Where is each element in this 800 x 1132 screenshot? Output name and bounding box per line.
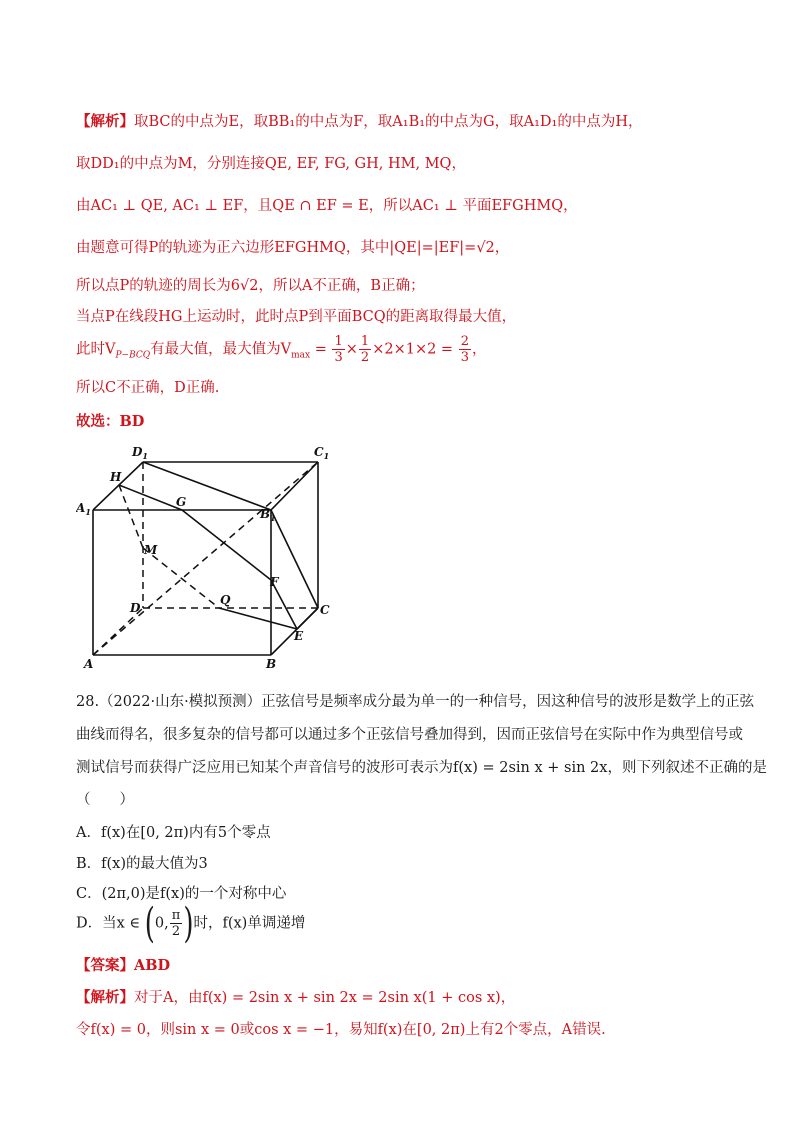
solution1-line-6 — [76, 305, 516, 326]
solution1-line-2 — [76, 152, 466, 173]
fraction-two-thirds: $\frac{2}{3}$ — [460, 334, 469, 365]
solution2-line-2 — [76, 1018, 606, 1039]
label-A1: $A_1$ — [76, 501, 91, 517]
volume-text-e: ， — [471, 341, 487, 358]
volume-text-b: 有最大值，最大值为V — [150, 341, 292, 358]
option-d-right-paren: ) — [183, 899, 194, 948]
option-a-text: A．f(x)在[0, 2π)内有5个零点 — [76, 825, 271, 841]
solution2-text-2: 令f(x) = 0，则sin x = 0或cos x = −1，易知f(x)在[0, 2π)上有2个零点，A错误. — [76, 1022, 606, 1038]
option-d — [76, 899, 306, 948]
option-d-text-a: D．当x ∈ — [76, 915, 141, 932]
times-sign: × — [345, 341, 358, 358]
volume-max-subscript: max — [291, 350, 311, 361]
solution1-text-5: 所以点P的轨迹的周长为6√2，所以A不正确，B正确； — [76, 278, 425, 294]
solution1-text-4: 由题意可得P的轨迹为正六边形EFGHMQ，其中|QE|=|EF|=√2， — [76, 240, 510, 256]
option-a — [76, 821, 271, 842]
question28-text-3: 测试信号而获得广泛应用已知某个声音信号的波形可表示为f(x) = 2sin x + sin 2x，则下列叙述不正确的是 — [76, 760, 767, 776]
solution1-text-1: 取BC的中点为E，取BB₁的中点为F，取A₁B₁的中点为G，取A₁D₁的中点为H， — [134, 114, 643, 130]
option-b — [76, 852, 208, 873]
solution1-line-1 — [76, 110, 643, 131]
solution2-line-1 — [76, 986, 515, 1007]
label-E: E — [294, 629, 304, 643]
option-c-text: C．(2π,0)是f(x)的一个对称中心 — [76, 886, 287, 902]
answer-tag: 【答案】 — [76, 957, 134, 974]
solution1-line-9 — [76, 410, 144, 431]
question28-text-2: 曲线而得名，很多复杂的信号都可以通过多个正弦信号叠加得到，因而正弦信号在实际中作为典型信号或 — [76, 727, 743, 743]
volume-text-a: 此时V — [76, 341, 116, 358]
question28-blank: （ ） — [76, 792, 134, 808]
label-B: B — [266, 657, 277, 671]
solution2-tag: 【解析】 — [76, 989, 134, 1006]
label-C1: $C_1$ — [314, 445, 330, 461]
solution1-line-7 — [76, 334, 486, 365]
label-H: H — [110, 470, 122, 484]
question28-line-4 — [76, 788, 134, 809]
solution1-line-5 — [76, 274, 425, 295]
solution1-tag: 【解析】 — [76, 113, 134, 130]
volume-subscript: P−BCQ — [115, 350, 151, 361]
label-Q: Q — [220, 593, 231, 607]
question28-line-1 — [76, 690, 754, 711]
question28-line-2 — [76, 723, 743, 744]
solution1-text-8: 所以C不正确，D正确. — [76, 380, 220, 396]
label-A: A — [84, 657, 94, 671]
option-c — [76, 882, 286, 903]
fraction-one-third: $\frac{1}{3}$ — [334, 334, 343, 365]
answer-value: ABD — [134, 957, 171, 974]
label-D1: $D_1$ — [132, 445, 148, 461]
solution1-text-3: 由AC₁ ⊥ QE, AC₁ ⊥ EF，且QE ∩ EF = E，所以AC₁ ⊥ 平面EFGHMQ， — [76, 198, 578, 214]
solution1-text-6: 当点P在线段HG上运动时，此时点P到平面BCQ的距离取得最大值， — [76, 309, 517, 325]
fraction-one-half: $\frac{1}{2}$ — [360, 334, 370, 365]
volume-text-c: = — [310, 341, 332, 358]
label-B1: $B_1$ — [260, 507, 276, 523]
answer-line — [76, 954, 170, 975]
label-F: F — [270, 575, 279, 589]
solution1-choice: 故选：BD — [76, 413, 145, 430]
option-b-text: B．f(x)的最大值为3 — [76, 856, 208, 872]
label-D: D — [130, 601, 141, 615]
label-C: C — [320, 603, 330, 617]
label-G: G — [176, 495, 187, 509]
fraction-pi-over-two: $\frac{\pi}{2}$ — [171, 908, 181, 939]
solution2-text-1: 对于A，由f(x) = 2sin x + sin 2x = 2sin x(1 + cos x)， — [134, 990, 516, 1006]
option-d-text-c: 时，f(x)单调递增 — [193, 915, 306, 932]
question28-line-3 — [76, 756, 767, 777]
question28-text-1: 28.（2022·山东·模拟预测）正弦信号是频率成分最为单一的一种信号，因这种信号的波形是数学上的正弦 — [76, 694, 755, 710]
cuboid-figure — [76, 440, 346, 672]
volume-text-d: ×2×1×2 = — [372, 341, 454, 358]
option-d-left-paren: ( — [144, 899, 155, 948]
solution1-text-2: 取DD₁的中点为M，分别连接QE, EF, FG, GH, HM, MQ， — [76, 156, 466, 172]
label-M: M — [144, 543, 158, 557]
solution1-line-8 — [76, 376, 219, 397]
option-d-text-b: 0, — [154, 915, 169, 932]
solution1-line-3 — [76, 194, 578, 215]
solution1-line-4 — [76, 236, 509, 257]
